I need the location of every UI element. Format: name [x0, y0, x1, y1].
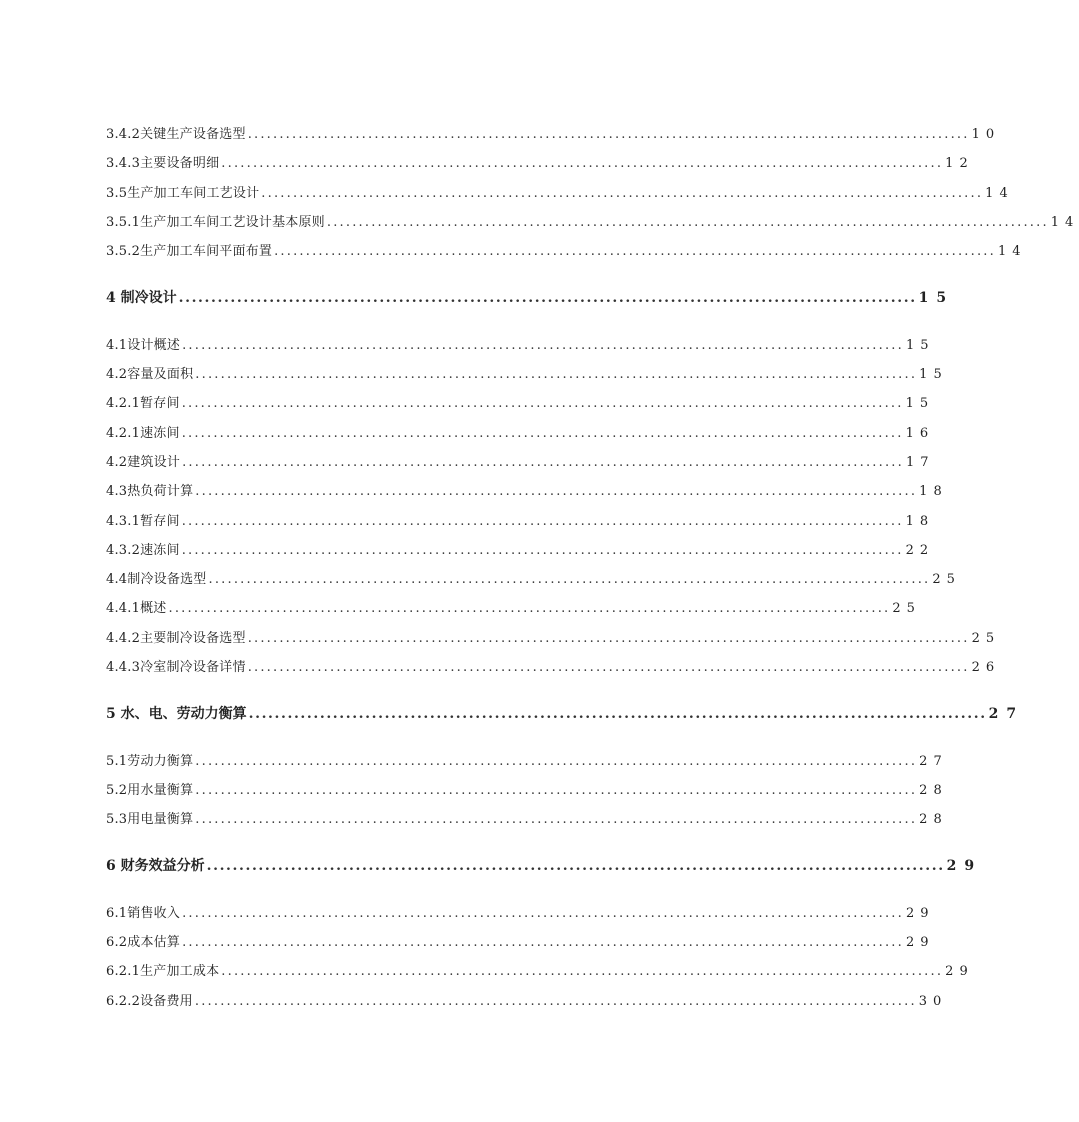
dot-leader: .................................................................................................................. [168, 601, 891, 616]
toc-page-number: 26 [971, 660, 1001, 675]
dot-leader: .................................................................................................................. [181, 396, 904, 411]
toc-entry-label: 4.2.1暂存间 [106, 396, 180, 411]
toc-page-number: 14 [1050, 215, 1079, 230]
dot-leader: .................................................................................................................. [195, 754, 918, 769]
dot-leader: .................................................................................................................. [195, 367, 918, 382]
dot-leader: .................................................................................................................. [248, 706, 987, 722]
toc-entry-label: 4.4.2主要制冷设备选型 [106, 631, 246, 646]
dot-leader: .................................................................................................................. [221, 964, 944, 979]
toc-entry[interactable] [106, 363, 948, 382]
toc-entry[interactable] [106, 990, 948, 1009]
toc-entry-label: 6.2成本估算 [106, 935, 181, 950]
toc-entry-label: 4.3.1暂存间 [106, 514, 180, 529]
dot-leader: .................................................................................................................. [182, 338, 904, 353]
toc-chapter-label: 6 财务效益分析 [106, 858, 205, 874]
toc-page-number: 25 [892, 601, 921, 616]
dot-leader: .................................................................................................................. [182, 455, 904, 470]
toc-entry-label: 6.1销售收入 [106, 906, 181, 921]
dot-leader: .................................................................................................................. [195, 484, 918, 499]
toc-page-number: 10 [971, 127, 1001, 142]
toc-entry[interactable] [106, 510, 935, 529]
toc-entry-label: 3.4.3主要设备明细 [106, 156, 220, 171]
toc-entry-label: 6.2.2设备费用 [106, 994, 193, 1009]
dot-leader: .................................................................................................................. [195, 812, 918, 827]
dot-leader: .................................................................................................................. [247, 660, 970, 675]
toc-entry-label: 4.2.1速冻间 [106, 426, 180, 441]
dot-leader: .................................................................................................................. [178, 290, 917, 306]
toc-page-number: 29 [945, 964, 974, 979]
toc-entry-label: 3.5生产加工车间工艺设计 [106, 186, 260, 201]
dot-leader: .................................................................................................................. [221, 156, 944, 171]
toc-entry[interactable] [106, 750, 948, 769]
dot-leader: .................................................................................................................. [247, 631, 970, 646]
toc-page-number: 22 [905, 543, 935, 558]
toc-entry-label: 5.1劳动力衡算 [106, 754, 194, 769]
toc-page-number: 30 [918, 994, 948, 1009]
toc-page-number: 15 [919, 367, 948, 382]
toc-page-number: 29 [946, 858, 983, 874]
toc-entry[interactable] [106, 480, 948, 499]
toc-page-number: 25 [971, 631, 1001, 646]
dot-leader: .................................................................................................................. [195, 783, 918, 798]
toc-entry[interactable] [106, 931, 935, 950]
toc-entry[interactable] [106, 597, 921, 616]
toc-page-number: 27 [988, 706, 1025, 722]
dot-leader: .................................................................................................................. [181, 514, 904, 529]
toc-chapter-entry[interactable] [106, 855, 983, 875]
toc-entry[interactable] [106, 152, 974, 171]
toc-entry[interactable] [106, 392, 935, 411]
toc-page-number: 29 [905, 906, 935, 921]
toc-entry-label: 4.4.3冷室制冷设备详情 [106, 660, 246, 675]
dot-leader: .................................................................................................................. [194, 994, 917, 1009]
dot-leader: .................................................................................................................. [182, 935, 904, 950]
toc-entry-label: 3.5.1生产加工车间工艺设计基本原则 [106, 215, 325, 230]
toc-entry[interactable] [106, 123, 1001, 142]
toc-entry[interactable] [106, 627, 1001, 646]
toc-entry-label: 4.3.2速冻间 [106, 543, 180, 558]
toc-entry[interactable] [106, 422, 935, 441]
toc-entry[interactable] [106, 334, 935, 353]
toc-chapter-label: 4 制冷设计 [106, 290, 177, 306]
toc-entry-label: 5.3用电量衡算 [106, 812, 194, 827]
toc-entry-label: 4.4制冷设备选型 [106, 572, 207, 587]
toc-entry-label: 6.2.1生产加工成本 [106, 964, 220, 979]
toc-chapter-label: 5 水、电、劳动力衡算 [106, 706, 247, 722]
toc-entry[interactable] [106, 808, 948, 827]
toc-entry[interactable] [106, 656, 1001, 675]
toc-page-number: 25 [932, 572, 961, 587]
toc-entry[interactable] [106, 539, 935, 558]
toc-entry[interactable] [106, 182, 1014, 201]
toc-chapter-entry[interactable] [106, 703, 1025, 723]
toc-page-number: 15 [905, 396, 935, 411]
toc-page-number: 15 [905, 338, 935, 353]
toc-page-number: 18 [905, 514, 935, 529]
dot-leader: .................................................................................................................. [206, 858, 945, 874]
toc-page-number: 16 [905, 426, 935, 441]
toc-page-number: 28 [919, 783, 948, 798]
toc-entry-label: 4.2建筑设计 [106, 455, 181, 470]
toc-page-number: 12 [945, 156, 974, 171]
dot-leader: .................................................................................................................. [182, 906, 904, 921]
toc-entry-label: 4.2容量及面积 [106, 367, 194, 382]
toc-page-number: 29 [905, 935, 935, 950]
toc-entry[interactable] [106, 902, 935, 921]
toc-entry-label: 3.5.2生产加工车间平面布置 [106, 244, 273, 259]
toc-page-number: 17 [905, 455, 935, 470]
toc-page-number: 27 [919, 754, 948, 769]
toc-entry[interactable] [106, 211, 1079, 230]
dot-leader: .................................................................................................................. [247, 127, 970, 142]
toc-page-number: 18 [919, 484, 948, 499]
dot-leader: .................................................................................................................. [208, 572, 931, 587]
toc-entry-label: 4.1设计概述 [106, 338, 181, 353]
dot-leader: .................................................................................................................. [326, 215, 1049, 230]
dot-leader: .................................................................................................................. [181, 543, 904, 558]
toc-chapter-entry[interactable] [106, 287, 955, 307]
dot-leader: .................................................................................................................. [274, 244, 996, 259]
toc-entry-label: 5.2用水量衡算 [106, 783, 194, 798]
toc-page-number: 14 [997, 244, 1027, 259]
toc-entry[interactable] [106, 960, 974, 979]
dot-leader: .................................................................................................................. [181, 426, 904, 441]
toc-entry-label: 3.4.2关键生产设备选型 [106, 127, 246, 142]
toc-page-number: 14 [985, 186, 1014, 201]
toc-page-number: 28 [919, 812, 948, 827]
toc-entry[interactable] [106, 779, 948, 798]
toc-entry[interactable] [106, 451, 935, 470]
toc-entry[interactable] [106, 240, 1027, 259]
toc-entry-label: 4.3热负荷计算 [106, 484, 194, 499]
toc-page-number: 15 [918, 290, 955, 306]
dot-leader: .................................................................................................................. [261, 186, 984, 201]
toc-entry-label: 4.4.1概述 [106, 601, 167, 616]
toc-entry[interactable] [106, 568, 961, 587]
